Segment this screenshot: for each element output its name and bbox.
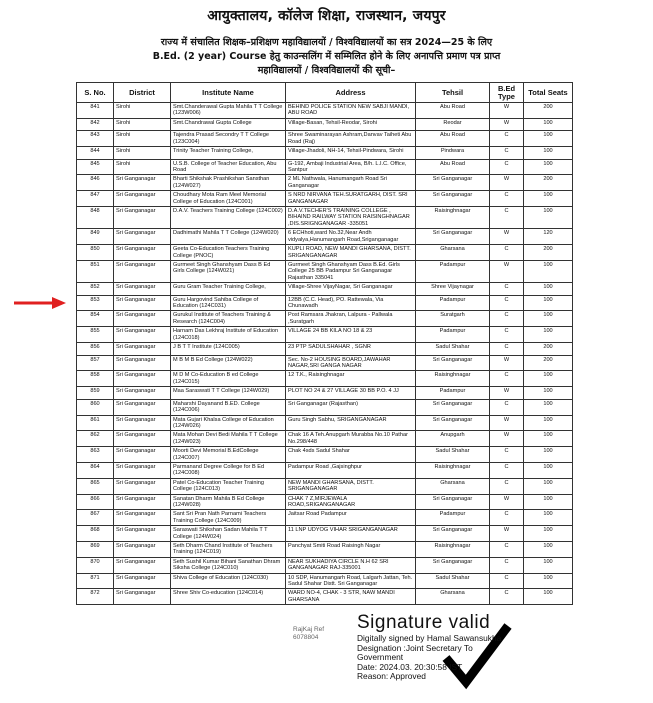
cell-address: Village-Shree VijayNagar, Sri Ganganagar	[286, 283, 416, 296]
table-row	[77, 557, 573, 573]
cell-total-seats: 100	[524, 207, 573, 229]
cell-bed-type: C	[490, 371, 524, 387]
cell-total-seats: 200	[524, 355, 573, 371]
cell-bed-type: C	[490, 245, 524, 261]
cell-bed-type: C	[490, 510, 524, 526]
cell-bed-type: W	[490, 494, 524, 510]
cell-bed-type: C	[490, 327, 524, 343]
cell-institute-name: Maa Saraswati T T College (124W029)	[171, 387, 286, 400]
cell-sno: 869	[77, 542, 114, 558]
table-row	[77, 399, 573, 415]
cell-total-seats: 100	[524, 542, 573, 558]
cell-tehsil: Shree Vijaynagar	[416, 283, 490, 296]
cell-bed-type: C	[490, 207, 524, 229]
col-header-tehsil: Tehsil	[416, 83, 490, 103]
table-row	[77, 447, 573, 463]
cell-sno: 865	[77, 478, 114, 494]
cell-address: NEW MANDI GHARSANA, DISTT. SRIGANGANAGAR	[286, 478, 416, 494]
digital-signature-block	[357, 612, 501, 682]
cell-institute-name: Sanatan Dharm Mahila B Ed College (124W028)	[171, 494, 286, 510]
cell-total-seats: 120	[524, 229, 573, 245]
cell-total-seats: 200	[524, 245, 573, 261]
cell-sno: 867	[77, 510, 114, 526]
cell-district: Sri Ganganagar	[114, 311, 171, 327]
table-row	[77, 207, 573, 229]
cell-district: Sirohi	[114, 159, 171, 175]
cell-total-seats: 100	[524, 399, 573, 415]
cell-district: Sri Ganganagar	[114, 447, 171, 463]
cell-address: Padampur Road ,Gajsinghpur	[286, 462, 416, 478]
cell-address: 23 PTP SADULSHAHAR , SGNR	[286, 343, 416, 356]
cell-address: G-192, Ambaji Industrial Area, B/h. L.I.C. Office, Santpur	[286, 159, 416, 175]
cell-tehsil: Pindwara	[416, 147, 490, 160]
cell-total-seats: 100	[524, 311, 573, 327]
cell-district: Sri Ganganagar	[114, 510, 171, 526]
cell-tehsil: Sri Ganganagar	[416, 229, 490, 245]
table-row	[77, 510, 573, 526]
cell-tehsil: Gharsana	[416, 589, 490, 605]
cell-institute-name: Geeta Co-Education Teachers Training College (PNOC)	[171, 245, 286, 261]
cell-tehsil: Sri Ganganagar	[416, 399, 490, 415]
table-row	[77, 245, 573, 261]
table-row	[77, 371, 573, 387]
cell-bed-type: C	[490, 147, 524, 160]
cell-institute-name: Gurukul Institute of Teachers Training & Research (124C004)	[171, 311, 286, 327]
table-row	[77, 327, 573, 343]
table-row	[77, 103, 573, 119]
cell-sno: 845	[77, 159, 114, 175]
cell-total-seats: 100	[524, 510, 573, 526]
table-row	[77, 462, 573, 478]
cell-district: Sri Ganganagar	[114, 343, 171, 356]
cell-total-seats: 100	[524, 295, 573, 311]
cell-tehsil: Sadul Shahar	[416, 447, 490, 463]
cell-sno: 870	[77, 557, 114, 573]
cell-tehsil: Padampur	[416, 327, 490, 343]
page-header	[0, 0, 653, 76]
cell-sno: 871	[77, 573, 114, 589]
cell-bed-type: W	[490, 175, 524, 191]
table-row	[77, 191, 573, 207]
table-row	[77, 589, 573, 605]
cell-bed-type: C	[490, 159, 524, 175]
table-row	[77, 415, 573, 431]
cell-district: Sri Ganganagar	[114, 245, 171, 261]
cell-address: 10 SDP, Hanumangarh Road, Lalgarh Jattan, Teh. Sadul Shahar Distt. Sri Ganganagar	[286, 573, 416, 589]
cell-sno: 849	[77, 229, 114, 245]
cell-sno: 863	[77, 447, 114, 463]
cell-address: 6 ECHhoti,ward No.32,Near Andh vidyalya,Hanumangarh Road,Sriganganagar	[286, 229, 416, 245]
cell-total-seats: 100	[524, 283, 573, 296]
cell-address: Chak 16 A Teh.Anupgarh Murabba No.10 Pathar No.298/448	[286, 431, 416, 447]
cell-bed-type: C	[490, 295, 524, 311]
cell-address: 11 LNP UDYOG VIHAR SRIGANGANAGAR	[286, 526, 416, 542]
cell-district: Sri Ganganagar	[114, 478, 171, 494]
cell-tehsil: Padampur	[416, 387, 490, 400]
table-row	[77, 494, 573, 510]
cell-tehsil: Gharsana	[416, 478, 490, 494]
table-row	[77, 387, 573, 400]
cell-institute-name: Saraswati Shikshan Sadan Mahila T T College (124W024)	[171, 526, 286, 542]
cell-bed-type: C	[490, 283, 524, 296]
cell-bed-type: C	[490, 343, 524, 356]
cell-bed-type: W	[490, 387, 524, 400]
cell-total-seats: 100	[524, 371, 573, 387]
cell-address: Sec. No-2 HOUSING BOARD,JAWAHAR NAGAR,SRI GANGA NAGAR	[286, 355, 416, 371]
cell-address: PLOT NO 24 & 27 VILLAGE 30 BB P.O. 4 JJ	[286, 387, 416, 400]
cell-sno: 856	[77, 343, 114, 356]
cell-bed-type: C	[490, 447, 524, 463]
table-row	[77, 526, 573, 542]
col-header-total-seats: Total Seats	[524, 83, 573, 103]
cell-institute-name: Parmanand Degree College for B Ed (124C008)	[171, 462, 286, 478]
cell-institute-name: Shree Shiv Co-education (124C014)	[171, 589, 286, 605]
cell-tehsil: Anupgarh	[416, 431, 490, 447]
cell-address: Gurmeet Singh Ghanshyam Dass B.Ed. Girls College 25 BB Padampur Sri Ganganagar Rajasthan 335041	[286, 260, 416, 282]
rajkaj-reference	[293, 626, 324, 642]
cell-bed-type: W	[490, 118, 524, 131]
cell-tehsil: Suratgarh	[416, 311, 490, 327]
cell-tehsil: Padampur	[416, 260, 490, 282]
cell-bed-type: C	[490, 557, 524, 573]
cell-sno: 852	[77, 283, 114, 296]
cell-total-seats: 100	[524, 526, 573, 542]
cell-institute-name: Trinity Teacher Training College,	[171, 147, 286, 160]
col-header-sno: S. No.	[77, 83, 114, 103]
cell-sno: 843	[77, 131, 114, 147]
cell-tehsil: Padampur	[416, 510, 490, 526]
cell-total-seats: 100	[524, 159, 573, 175]
cell-bed-type: C	[490, 311, 524, 327]
signature-government: Government	[357, 652, 404, 663]
table-row	[77, 147, 573, 160]
cell-bed-type: C	[490, 191, 524, 207]
cell-bed-type: C	[490, 478, 524, 494]
cell-institute-name: Tajendra Prasad Secondry T T College (123C004)	[171, 131, 286, 147]
cell-total-seats: 100	[524, 589, 573, 605]
cell-sno: 862	[77, 431, 114, 447]
cell-district: Sirohi	[114, 103, 171, 119]
cell-total-seats: 100	[524, 478, 573, 494]
cell-total-seats: 100	[524, 462, 573, 478]
cell-institute-name: Seth Sushil Kumar Bihani Sanathan Dhram Siksha College (124C010)	[171, 557, 286, 573]
cell-address: Panchyat Smiti Road Raisingh Nagar	[286, 542, 416, 558]
cell-district: Sirohi	[114, 118, 171, 131]
cell-sno: 861	[77, 415, 114, 431]
signature-date: Date: 2024.03. 20:30:58 IST	[357, 661, 463, 672]
header-line-3: महाविद्यालयों / विश्वविद्यालयों की सूची–	[257, 65, 396, 76]
cell-sno: 850	[77, 245, 114, 261]
cell-total-seats: 100	[524, 573, 573, 589]
cell-tehsil: Sri Ganganagar	[416, 415, 490, 431]
cell-bed-type: C	[490, 542, 524, 558]
cell-district: Sri Ganganagar	[114, 526, 171, 542]
cell-address: S NRD NIRVANA TEH.SURATGARH, DIST. SRI GANGANAGAR	[286, 191, 416, 207]
cell-address: KUPLI ROAD, NEW MANDI GHARSANA, DISTT. SRIGANGANAGAR	[286, 245, 416, 261]
cell-address: CHAK 7 Z,MIRJEWALA ROAD,SRIGANGANAGAR	[286, 494, 416, 510]
cell-total-seats: 100	[524, 260, 573, 282]
cell-district: Sri Ganganagar	[114, 229, 171, 245]
cell-sno: 848	[77, 207, 114, 229]
cell-address: NEAR SUKHADIYA CIRCLE N.H 62 SRI GANGANAGAR RAJ-335001	[286, 557, 416, 573]
cell-institute-name: Seth Dharm Chand Institute of Teachers Training (124C019)	[171, 542, 286, 558]
cell-total-seats: 200	[524, 343, 573, 356]
cell-tehsil: Raisinghnagar	[416, 462, 490, 478]
header-line-1: राज्य में संचालित शिक्षक–प्रशिक्षण महाविद्यालयों / विश्वविद्यालयों का सत्र 2024—25 के लिए	[160, 37, 493, 48]
cell-address: Village-Jhadoli, NH-14, Tehsil-Pindwara, Sirohi	[286, 147, 416, 160]
cell-sno: 853	[77, 295, 114, 311]
cell-address: Guru Singh Sabhu, SRIGANGANAGAR	[286, 415, 416, 431]
cell-bed-type: W	[490, 229, 524, 245]
college-table	[76, 82, 573, 605]
cell-total-seats: 100	[524, 191, 573, 207]
header-line-2: B.Ed. (2 year) Course हेतु काउन्सलिंग में सम्मिलित होने के लिए अनापत्ति प्रमाण पत्र प्राप्त	[152, 51, 501, 62]
cell-tehsil: Abu Road	[416, 131, 490, 147]
cell-district: Sri Ganganagar	[114, 573, 171, 589]
cell-institute-name: Harnam Das Lekhraj Institute of Education (124C018)	[171, 327, 286, 343]
col-header-district: District	[114, 83, 171, 103]
cell-bed-type: C	[490, 462, 524, 478]
cell-total-seats: 100	[524, 327, 573, 343]
signature-signed-by: Digitally signed by Hamal Sawansukha	[357, 633, 502, 643]
table-row	[77, 283, 573, 296]
cell-total-seats: 100	[524, 447, 573, 463]
cell-address: Shree Swaminarayan Ashram,Danvav Taiheti Abu Road (Raj)	[286, 131, 416, 147]
cell-district: Sri Ganganagar	[114, 191, 171, 207]
cell-sno: 847	[77, 191, 114, 207]
cell-district: Sri Ganganagar	[114, 283, 171, 296]
cell-bed-type: W	[490, 355, 524, 371]
cell-tehsil: Sri Ganganagar	[416, 494, 490, 510]
cell-institute-name: M B M B Ed College (124W022)	[171, 355, 286, 371]
cell-institute-name: J B T T Institute (124C005)	[171, 343, 286, 356]
cell-institute-name: Dadhimathi Mahila T T College (124W020)	[171, 229, 286, 245]
cell-sno: 866	[77, 494, 114, 510]
cell-institute-name: Mata Gujari Khalsa College of Education (124W026)	[171, 415, 286, 431]
cell-tehsil: Raisinghnagar	[416, 371, 490, 387]
cell-address: Village-Basan, Tehsil-Reodar, Sirohi	[286, 118, 416, 131]
cell-tehsil: Abu Road	[416, 103, 490, 119]
cell-institute-name: Patel Co-Education Teacher Training College (124C013)	[171, 478, 286, 494]
cell-institute-name: D.A.V. Teachers Training College (124C002)	[171, 207, 286, 229]
cell-tehsil: Sri Ganganagar	[416, 557, 490, 573]
table-row	[77, 542, 573, 558]
cell-tehsil: Abu Road	[416, 159, 490, 175]
cell-tehsil: Raisinghnagar	[416, 207, 490, 229]
cell-institute-name: Guru Hargovind Sahiba College of Education (124C031)	[171, 295, 286, 311]
cell-sno: 844	[77, 147, 114, 160]
red-arrow-icon	[14, 297, 66, 309]
cell-district: Sri Ganganagar	[114, 462, 171, 478]
cell-address: Post Ramsara Jhakran, Lalpura - Pallwala ,Suratgarh	[286, 311, 416, 327]
cell-address: VILLAGE 24 BB KILA NO 18 & 23	[286, 327, 416, 343]
table-row	[77, 118, 573, 131]
cell-address: Sri Ganganagar (Rajasthan)	[286, 399, 416, 415]
cell-address: D.A.V.TECHER'S TRAINING COLLEGE , BIHAIND RAILWAY STATION RAISINGHNAGAR ,DIS.SRIGNGANAGAR -335051	[286, 207, 416, 229]
cell-bed-type: C	[490, 573, 524, 589]
cell-bed-type: C	[490, 589, 524, 605]
table-row	[77, 343, 573, 356]
signature-reason: Reason: Approved	[357, 671, 426, 682]
cell-total-seats: 200	[524, 103, 573, 119]
signature-designation: Designation :Joint Secretary To	[357, 642, 473, 653]
cell-institute-name: U.S.B. College of Teacher Education, Abu Road	[171, 159, 286, 175]
cell-district: Sri Ganganagar	[114, 494, 171, 510]
cell-sno: 859	[77, 387, 114, 400]
cell-bed-type: C	[490, 399, 524, 415]
cell-tehsil: Sri Ganganagar	[416, 526, 490, 542]
rajkaj-number: 6078804	[293, 634, 319, 641]
cell-district: Sri Ganganagar	[114, 431, 171, 447]
col-header-institute: Institute Name	[171, 83, 286, 103]
table-row	[77, 229, 573, 245]
table-row	[77, 175, 573, 191]
cell-sno: 842	[77, 118, 114, 131]
cell-tehsil: Sri Ganganagar	[416, 191, 490, 207]
table-row	[77, 295, 573, 311]
cell-bed-type: W	[490, 431, 524, 447]
cell-district: Sri Ganganagar	[114, 260, 171, 282]
rajkaj-label: RajKaj Ref	[293, 626, 325, 633]
cell-total-seats: 100	[524, 131, 573, 147]
cell-total-seats: 100	[524, 387, 573, 400]
table-row	[77, 260, 573, 282]
cell-tehsil: Sri Ganganagar	[416, 175, 490, 191]
cell-district: Sirohi	[114, 131, 171, 147]
cell-tehsil: Padampur	[416, 295, 490, 311]
cell-total-seats: 100	[524, 557, 573, 573]
table-row	[77, 431, 573, 447]
cell-district: Sri Ganganagar	[114, 371, 171, 387]
cell-sno: 855	[77, 327, 114, 343]
col-header-bed-type: B.Ed Type	[490, 83, 524, 103]
cell-sno: 841	[77, 103, 114, 119]
col-header-address: Address	[286, 83, 416, 103]
cell-address: BEHIND POLICE STATION NEW SABJI MANDI, ABU ROAD	[286, 103, 416, 119]
cell-district: Sri Ganganagar	[114, 399, 171, 415]
table-row	[77, 131, 573, 147]
cell-district: Sirohi	[114, 147, 171, 160]
cell-total-seats: 100	[524, 431, 573, 447]
cell-sno: 846	[77, 175, 114, 191]
cell-sno: 854	[77, 311, 114, 327]
cell-district: Sri Ganganagar	[114, 387, 171, 400]
cell-district: Sri Ganganagar	[114, 415, 171, 431]
cell-sno: 868	[77, 526, 114, 542]
cell-address: 12BB (C.C. Head), PO. Rattewala, Via Chunawadh	[286, 295, 416, 311]
cell-tehsil: Raisinghnagar	[416, 542, 490, 558]
table-row	[77, 311, 573, 327]
table-row	[77, 478, 573, 494]
cell-bed-type: W	[490, 526, 524, 542]
cell-tehsil: Sri Ganganagar	[416, 355, 490, 371]
cell-institute-name: Moorti Devi Memorial B.EdCollege (124C007)	[171, 447, 286, 463]
cell-address: WARD NO-4, CHAK - 3 STR, NAW MANDI GHARSANA	[286, 589, 416, 605]
cell-institute-name: Gurmeet Singh Ghanshyam Dass B Ed Girls College (124W021)	[171, 260, 286, 282]
cell-district: Sri Ganganagar	[114, 207, 171, 229]
cell-institute-name: Mata Mohan Devi Bedi Mahila T T College (124W023)	[171, 431, 286, 447]
page-title: आयुक्तालय, कॉलेज शिक्षा, राजस्थान, जयपुर	[207, 8, 446, 24]
cell-district: Sri Ganganagar	[114, 175, 171, 191]
cell-institute-name: Sant Sri Pran Nath Parnami Teachers Training College (124C009)	[171, 510, 286, 526]
cell-district: Sri Ganganagar	[114, 557, 171, 573]
table-row	[77, 355, 573, 371]
cell-total-seats: 200	[524, 175, 573, 191]
cell-bed-type: W	[490, 103, 524, 119]
cell-district: Sri Ganganagar	[114, 542, 171, 558]
cell-tehsil: Reodar	[416, 118, 490, 131]
cell-district: Sri Ganganagar	[114, 295, 171, 311]
cell-bed-type: W	[490, 415, 524, 431]
cell-total-seats: 100	[524, 147, 573, 160]
table-row	[77, 573, 573, 589]
signature-valid-title: Signature valid	[357, 612, 491, 633]
cell-sno: 860	[77, 399, 114, 415]
cell-address: 12 T.K., Raisinghnagar	[286, 371, 416, 387]
cell-tehsil: Sadul Shahar	[416, 573, 490, 589]
cell-institute-name: M D M Co-Education B ed College (124C015)	[171, 371, 286, 387]
cell-sno: 851	[77, 260, 114, 282]
cell-institute-name: Smt.Chandrawal Gupta College	[171, 118, 286, 131]
cell-sno: 864	[77, 462, 114, 478]
cell-institute-name: Shiva College of Education (124C030)	[171, 573, 286, 589]
cell-tehsil: Gharsana	[416, 245, 490, 261]
cell-bed-type: W	[490, 260, 524, 282]
cell-sno: 872	[77, 589, 114, 605]
cell-bed-type: C	[490, 131, 524, 147]
cell-tehsil: Sadul Shahar	[416, 343, 490, 356]
cell-address: 2 ML Nathwala, Hanumangarh Road Sri Ganganagar	[286, 175, 416, 191]
cell-address: Jaitsar Road Padampur	[286, 510, 416, 526]
cell-district: Sri Ganganagar	[114, 589, 171, 605]
cell-address: Chak 4sds Sadul Shahar	[286, 447, 416, 463]
cell-institute-name: Maharshi Dayanand B.ED. College (124C006)	[171, 399, 286, 415]
cell-district: Sri Ganganagar	[114, 355, 171, 371]
cell-total-seats: 100	[524, 415, 573, 431]
cell-institute-name: Smt.Chanderawal Gupta Mahila T T College (123W006)	[171, 103, 286, 119]
cell-institute-name: Bharti Shikshak Prashikshan Sansthan (124W027)	[171, 175, 286, 191]
table-row	[77, 159, 573, 175]
cell-institute-name: Guru Gram Teacher Training College,	[171, 283, 286, 296]
cell-sno: 857	[77, 355, 114, 371]
cell-total-seats: 100	[524, 118, 573, 131]
cell-institute-name: Choudhary Mota Ram Meel Memorial College of Education (124C001)	[171, 191, 286, 207]
cell-district: Sri Ganganagar	[114, 327, 171, 343]
table-header-row	[77, 83, 573, 103]
cell-sno: 858	[77, 371, 114, 387]
cell-total-seats: 100	[524, 494, 573, 510]
